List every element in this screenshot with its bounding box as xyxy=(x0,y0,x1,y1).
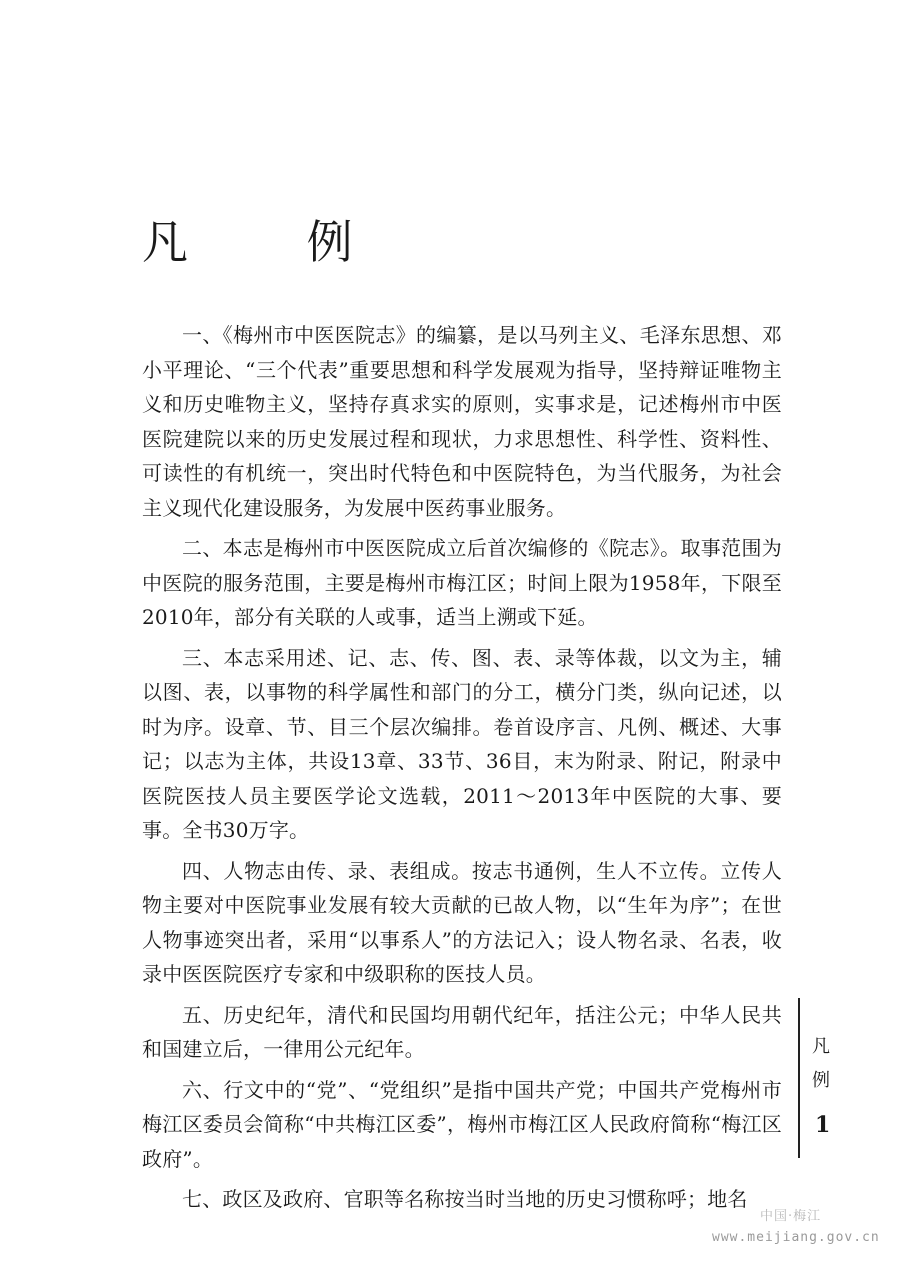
paragraph-5: 五、历史纪年，清代和民国均用朝代纪年，括注公元；中华人民共和国建立后，一律用公元纪年。 xyxy=(142,1002,782,1061)
running-head-char-1: 凡 xyxy=(812,1036,830,1057)
running-head xyxy=(812,1030,830,1098)
watermark-site: 中国·梅江 xyxy=(760,1209,822,1224)
paragraph-7: 七、政区及政府、官职等名称按当时当地的历史习惯称呼；地名 xyxy=(182,1187,748,1211)
paragraph-6: 六、行文中的“党”、“党组织”是指中国共产党；中国共产党梅州市梅江区委员会简称“中共梅江区委”，梅州市梅江区人民政府简称“梅江区政府”。 xyxy=(142,1077,782,1171)
page-title: 凡 例 xyxy=(142,215,405,269)
body-text xyxy=(142,318,782,1223)
paragraph-3: 三、本志采用述、记、志、传、图、表、录等体裁，以文为主，辅以图、表，以事物的科学属性和部门的分工，横分门类，纵向记述，以时为序。设章、节、目三个层次编排。卷首设序言、凡例、概述、大事记；以志为主体，共设13章、33节、36目，末为附录、附记，附录中医院医技人员主要医学论文选载，2011～2013年中医院的大事、要事。全书30万字。 xyxy=(142,645,782,842)
paragraph-2: 二、本志是梅州市中医医院成立后首次编修的《院志》。取事范围为中医院的服务范围，主要是梅州市梅江区；时间上限为1958年，下限至2010年，部分有关联的人或事，适当上溯或下延。 xyxy=(142,536,782,629)
page-number: 1 xyxy=(815,1112,831,1138)
running-head-char-2: 例 xyxy=(812,1070,830,1091)
watermark-url: www.meijiang.gov.cn xyxy=(712,1230,880,1245)
paragraph-4: 四、人物志由传、录、表组成。按志书通例，生人不立传。立传人物主要对中医院事业发展有较大贡献的已故人物，以“生年为序”；在世人物事迹突出者，采用“以事系人”的方法记入；设人物名录、名表，收录中医医院医疗专家和中级职称的医技人员。 xyxy=(142,858,782,986)
paragraph-1: 一、《梅州市中医医院志》的编纂，是以马列主义、毛泽东思想、邓小平理论、“三个代表”重要思想和科学发展观为指导，坚持辩证唯物主义和历史唯物主义，坚持存真求实的原则，实事求是，记述梅州市中医医院建院以来的历史发展过程和现状，力求思想性、科学性、资料性、可读性的有机统一，突出时代特色和中医院特色，为当代服务，为社会主义现代化建设服务，为发展中医药事业服务。 xyxy=(142,323,782,520)
margin-divider xyxy=(798,998,800,1158)
